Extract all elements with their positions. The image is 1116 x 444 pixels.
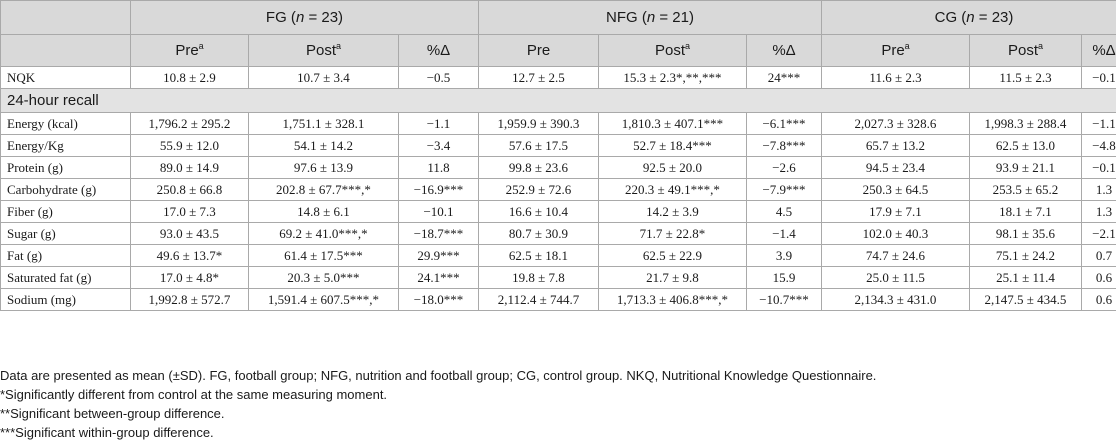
table-cell: −7.8*** [747,135,822,157]
table-cell: 12.7 ± 2.5 [479,67,599,89]
table-cell: 15.3 ± 2.3*,**,*** [599,67,747,89]
row-label: Saturated fat (g) [1,267,131,289]
row-label: Energy (kcal) [1,113,131,135]
table-cell: 14.2 ± 3.9 [599,201,747,223]
table-cell: 102.0 ± 40.3 [822,223,970,245]
table-cell: 92.5 ± 20.0 [599,157,747,179]
table-cell: 15.9 [747,267,822,289]
table-cell: 19.8 ± 7.8 [479,267,599,289]
table-cell: −2.6 [747,157,822,179]
table-cell: 1,992.8 ± 572.7 [131,289,249,311]
table-cell: 2,134.3 ± 431.0 [822,289,970,311]
table-cell: 10.7 ± 3.4 [249,67,399,89]
table-cell: 250.3 ± 64.5 [822,179,970,201]
table-cell: 55.9 ± 12.0 [131,135,249,157]
table-cell: 14.8 ± 6.1 [249,201,399,223]
table-cell: 62.5 ± 18.1 [479,245,599,267]
table-cell: 2,147.5 ± 434.5 [970,289,1082,311]
table-cell: 1,713.3 ± 406.8***,* [599,289,747,311]
table-cell: 1,810.3 ± 407.1*** [599,113,747,135]
table-cell: 99.8 ± 23.6 [479,157,599,179]
table-row [1,201,1116,223]
table-cell: 94.5 ± 23.4 [822,157,970,179]
column-header: Pre$^a$ [822,35,970,67]
table-cell: 1,751.1 ± 328.1 [249,113,399,135]
row-label: Fiber (g) [1,201,131,223]
table-cell: 20.3 ± 5.0*** [249,267,399,289]
column-header: Post$^a$ [599,35,747,67]
table-cell: 71.7 ± 22.8* [599,223,747,245]
table-footnotes [0,366,1110,442]
table-cell: 0.7 [1082,245,1116,267]
table-cell: 65.7 ± 13.2 [822,135,970,157]
table-cell: −1.1 [399,113,479,135]
table-cell: 1,591.4 ± 607.5***,* [249,289,399,311]
table-cell: 25.0 ± 11.5 [822,267,970,289]
table-cell: 4.5 [747,201,822,223]
table-cell: 11.8 [399,157,479,179]
table-cell: 62.5 ± 13.0 [970,135,1082,157]
table-row [1,179,1116,201]
column-header: %Δ [399,35,479,67]
row-label: Protein (g) [1,157,131,179]
row-label: Energy/Kg [1,135,131,157]
table-row [1,113,1116,135]
group-header: CG (n = 23) [822,1,1116,35]
table-cell: 220.3 ± 49.1***,* [599,179,747,201]
table-cell: 11.6 ± 2.3 [822,67,970,89]
column-header: Post$^a$ [249,35,399,67]
table-cell: 69.2 ± 41.0***,* [249,223,399,245]
column-header: Pre$^a$ [131,35,249,67]
footnote: **Significant between-group difference. [0,406,225,421]
footnote: *Significantly different from control at the same measuring moment. [0,387,388,402]
row-label: Fat (g) [1,245,131,267]
group-header: NFG (n = 21) [479,1,822,35]
corner-header [1,1,131,35]
footnote: Data are presented as mean (±SD). FG, football group; NFG, nutrition and football group; CG, control group. NKQ, Nutritional Knowledge Questionnaire. [0,368,877,383]
table-cell: 1,998.3 ± 288.4 [970,113,1082,135]
section-label: 24-hour recall [1,89,1116,113]
table-cell: 17.0 ± 7.3 [131,201,249,223]
table-cell: 250.8 ± 66.8 [131,179,249,201]
table-cell: −0.5 [399,67,479,89]
row-label: Sugar (g) [1,223,131,245]
table-cell: 3.9 [747,245,822,267]
table-cell: 11.5 ± 2.3 [970,67,1082,89]
table-cell: 1,796.2 ± 295.2 [131,113,249,135]
table-cell: −16.9*** [399,179,479,201]
table-cell: 1,959.9 ± 390.3 [479,113,599,135]
table-cell: 75.1 ± 24.2 [970,245,1082,267]
table-cell: 253.5 ± 65.2 [970,179,1082,201]
table-cell: 74.7 ± 24.6 [822,245,970,267]
table-cell: −10.7*** [747,289,822,311]
table-row [1,267,1116,289]
table-cell: −18.0*** [399,289,479,311]
table-cell: 61.4 ± 17.5*** [249,245,399,267]
table-cell: −7.9*** [747,179,822,201]
table-row [1,245,1116,267]
row-label: NQK [1,67,131,89]
table-cell: 24*** [747,67,822,89]
column-header: %Δ [1082,35,1116,67]
table-cell: 98.1 ± 35.6 [970,223,1082,245]
table-cell: 21.7 ± 9.8 [599,267,747,289]
row-label: Carbohydrate (g) [1,179,131,201]
column-header: %Δ [747,35,822,67]
table-cell: 93.9 ± 21.1 [970,157,1082,179]
table-cell: 57.6 ± 17.5 [479,135,599,157]
table-cell: 25.1 ± 11.4 [970,267,1082,289]
table-cell: 97.6 ± 13.9 [249,157,399,179]
table-cell: −6.1*** [747,113,822,135]
table-cell: 54.1 ± 14.2 [249,135,399,157]
table-row [1,223,1116,245]
table-cell: −1.1 [1082,113,1116,135]
table-cell: 252.9 ± 72.6 [479,179,599,201]
table-cell: 62.5 ± 22.9 [599,245,747,267]
table-cell: 24.1*** [399,267,479,289]
table-cell: 18.1 ± 7.1 [970,201,1082,223]
table-cell: 1.3 [1082,179,1116,201]
table-cell: 16.6 ± 10.4 [479,201,599,223]
table-cell: 10.8 ± 2.9 [131,67,249,89]
table-cell: 202.8 ± 67.7***,* [249,179,399,201]
group-header: FG (n = 23) [131,1,479,35]
table-cell: −4.8 [1082,135,1116,157]
corner-header [1,35,131,67]
table-row [1,135,1116,157]
table-row [1,157,1116,179]
table-cell: 2,027.3 ± 328.6 [822,113,970,135]
table-cell: −0.1 [1082,157,1116,179]
table-cell: −1.4 [747,223,822,245]
table-cell: 89.0 ± 14.9 [131,157,249,179]
table-cell: −18.7*** [399,223,479,245]
section-row [1,89,1116,113]
table-cell: 17.0 ± 4.8* [131,267,249,289]
table-cell: 29.9*** [399,245,479,267]
table-cell: −0.1 [1082,67,1116,89]
table-cell: 0.6 [1082,289,1116,311]
table-cell: 93.0 ± 43.5 [131,223,249,245]
footnote: ***Significant within-group difference. [0,425,214,440]
table-cell: 80.7 ± 30.9 [479,223,599,245]
column-header: Pre [479,35,599,67]
table-cell: 17.9 ± 7.1 [822,201,970,223]
column-header: Post$^a$ [970,35,1082,67]
table-cell: 0.6 [1082,267,1116,289]
table-cell: 2,112.4 ± 744.7 [479,289,599,311]
table-cell: −10.1 [399,201,479,223]
table-cell: 52.7 ± 18.4*** [599,135,747,157]
table-row [1,67,1116,89]
table-cell: 49.6 ± 13.7* [131,245,249,267]
table-row [1,289,1116,311]
table-cell: −2.1 [1082,223,1116,245]
table-cell: 1.3 [1082,201,1116,223]
row-label: Sodium (mg) [1,289,131,311]
table-cell: −3.4 [399,135,479,157]
